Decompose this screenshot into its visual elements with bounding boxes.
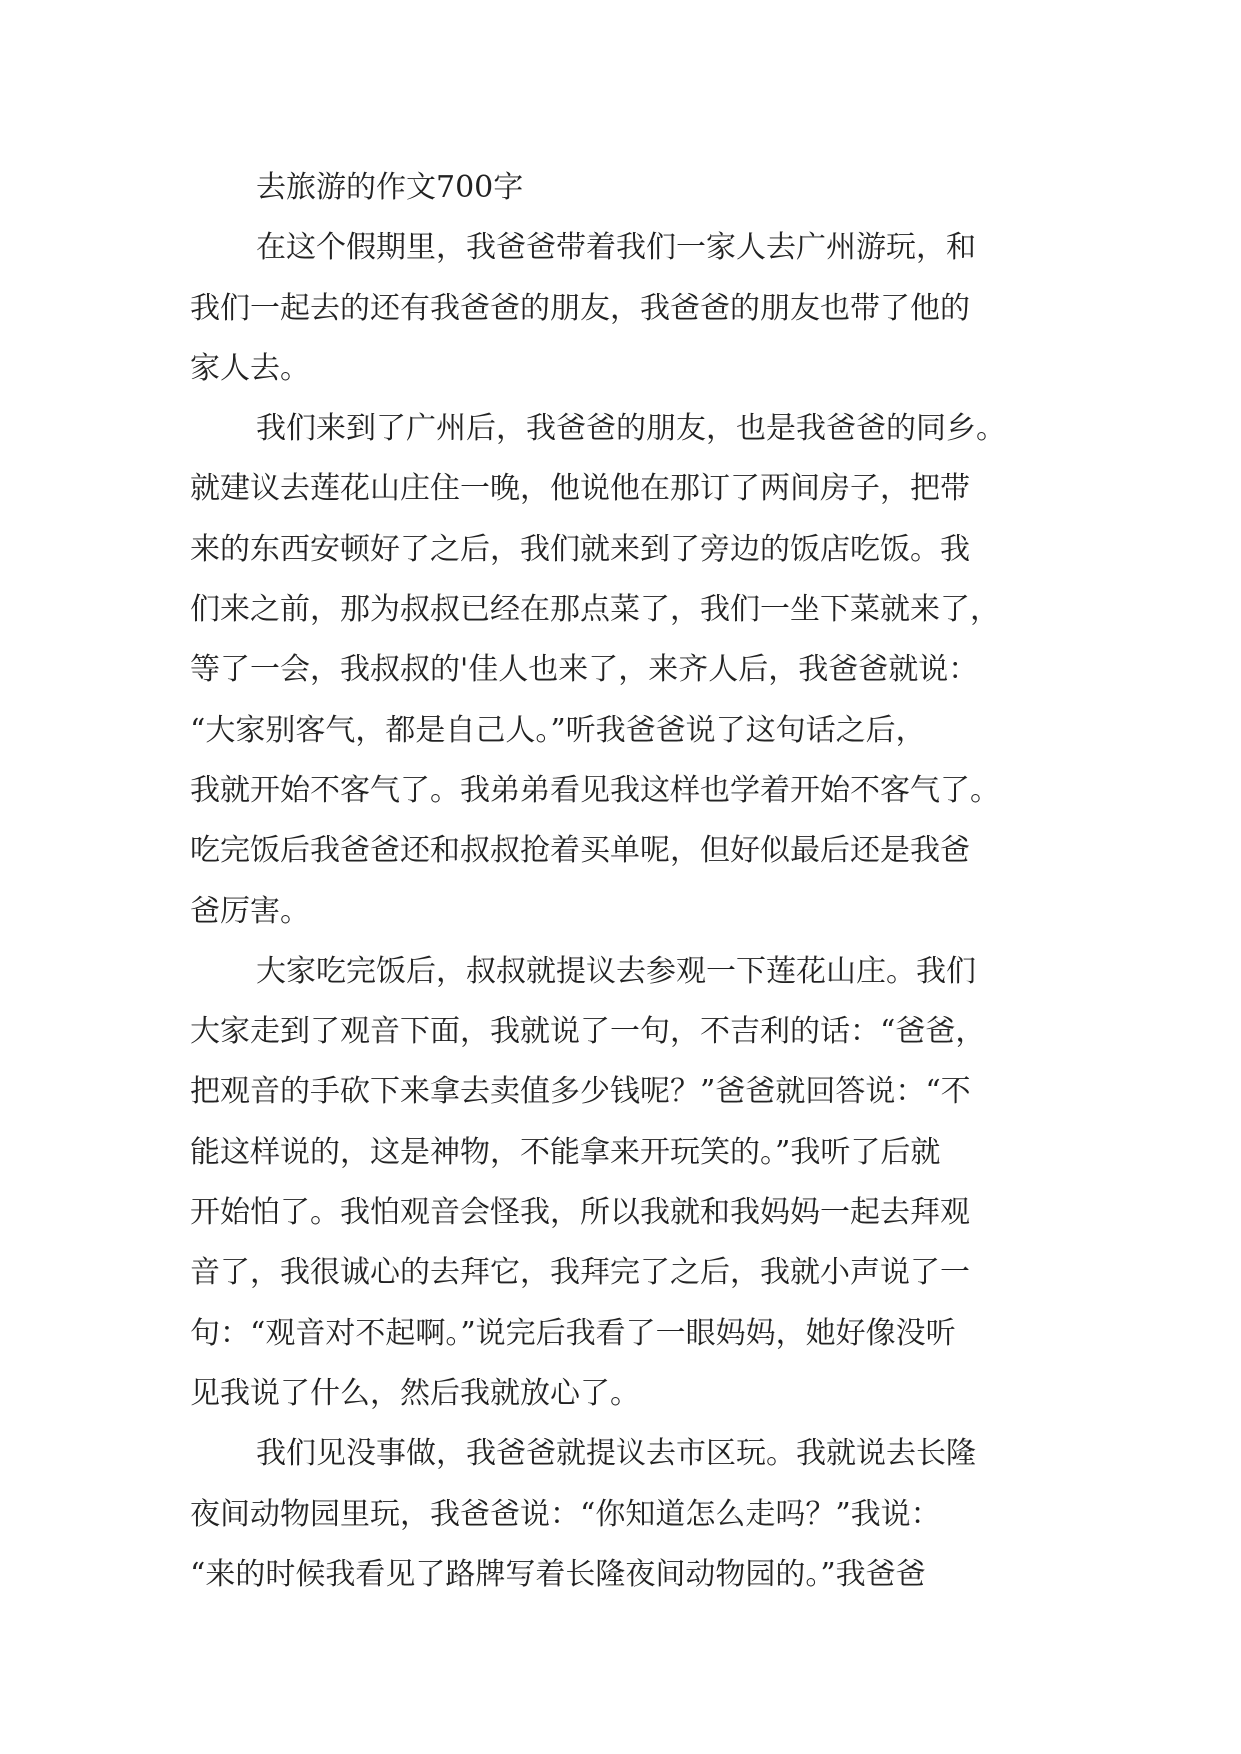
- text-line: 大家吃完饭后，叔叔就提议去参观一下莲花山庄。我们: [256, 953, 976, 989]
- text-line: 等了一会，我叔叔的'佳人也来了，来齐人后，我爸爸就说：: [190, 652, 979, 688]
- paragraph-2: [190, 399, 1060, 942]
- text-line: 爸厉害。: [190, 893, 310, 929]
- text-line: 把观音的手砍下来拿去卖值多少钱呢？”爸爸就回答说：“不: [190, 1074, 971, 1110]
- paragraph-1: [190, 218, 1060, 399]
- text-line: 音了，我很诚心的去拜它，我拜完了之后，我就小声说了一: [190, 1255, 970, 1291]
- text-line: 大家走到了观音下面，我就说了一句，不吉利的话：“爸爸，: [190, 1014, 986, 1050]
- text-line: 能这样说的，这是神物，不能拿来开玩笑的。”我听了后就: [190, 1134, 941, 1170]
- text-line: “来的时候我看见了路牌写着长隆夜间动物园的。”我爸爸: [190, 1556, 926, 1592]
- text-line: 家人去。: [190, 350, 310, 386]
- text-line: 在这个假期里，我爸爸带着我们一家人去广州游玩，和: [256, 230, 976, 266]
- text-line: 就建议去莲花山庄住一晚，他说他在那订了两间房子，把带: [190, 471, 970, 507]
- text-line: 我就开始不客气了。我弟弟看见我这样也学着开始不客气了。: [190, 772, 1000, 808]
- text-line: 句：“观音对不起啊。”说完后我看了一眼妈妈，她好像没听: [190, 1315, 956, 1351]
- text-line: 我们见没事做，我爸爸就提议去市区玩。我就说去长隆: [256, 1436, 976, 1472]
- text-line: 我们一起去的还有我爸爸的朋友，我爸爸的朋友也带了他的: [190, 290, 970, 326]
- text-line: “大家别客气，都是自己人。”听我爸爸说了这句话之后，: [190, 712, 926, 748]
- text-line: 开始怕了。我怕观音会怪我，所以我就和我妈妈一起去拜观: [190, 1195, 970, 1231]
- text-line: 夜间动物园里玩，我爸爸说：“你知道怎么走吗？”我说：: [190, 1496, 941, 1532]
- text-line: 们来之前，那为叔叔已经在那点菜了，我们一坐下菜就来了，: [190, 592, 1000, 628]
- essay-title: 去旅游的作文700字: [256, 170, 524, 205]
- paragraph-3: [190, 942, 1060, 1424]
- text-line: 来的东西安顿好了之后，我们就来到了旁边的饭店吃饭。我: [190, 531, 970, 567]
- essay-body: [190, 158, 1060, 1605]
- text-line: 我们来到了广州后，我爸爸的朋友，也是我爸爸的同乡。: [256, 411, 1006, 447]
- paragraph-4: [190, 1424, 1060, 1605]
- text-line: 见我说了什么，然后我就放心了。: [190, 1375, 640, 1411]
- text-line: 吃完饭后我爸爸还和叔叔抢着买单呢，但好似最后还是我爸: [190, 833, 970, 869]
